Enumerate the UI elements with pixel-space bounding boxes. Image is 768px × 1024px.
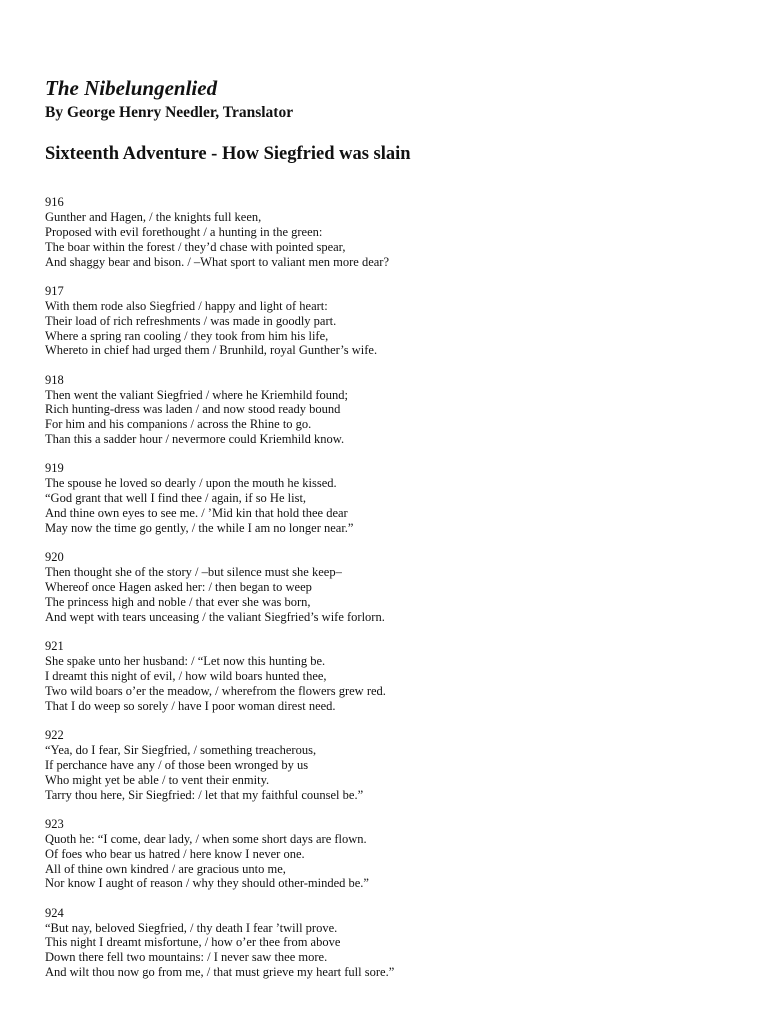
stanza-list bbox=[45, 195, 745, 994]
stanza-number: 919 bbox=[45, 461, 64, 476]
verse-line: Then went the valiant Siegfried / where he Kriemhild found; bbox=[45, 387, 349, 402]
verse-line: Where a spring ran cooling / they took from him his life, bbox=[45, 328, 329, 343]
stanza bbox=[45, 728, 745, 803]
verse-line: Tarry thou here, Sir Siegfried: / let that my faithful counsel be.” bbox=[45, 787, 364, 802]
verse-line: “Yea, do I fear, Sir Siegfried, / something treacherous, bbox=[45, 742, 317, 757]
stanza bbox=[45, 373, 745, 448]
verse-line: She spake unto her husband: / “Let now this hunting be. bbox=[45, 654, 326, 669]
verse-line: For him and his companions / across the Rhine to go. bbox=[45, 417, 312, 432]
verse-line: If perchance have any / of those been wronged by us bbox=[45, 757, 309, 772]
verse-line: Down there fell two mountains: / I never saw thee more. bbox=[45, 950, 328, 965]
stanza-number: 922 bbox=[45, 727, 64, 742]
verse-line: Whereof once Hagen asked her: / then began to weep bbox=[45, 580, 312, 595]
verse-line: Then thought she of the story / –but silence must she keep– bbox=[45, 565, 342, 580]
book-title: The Nibelungenlied bbox=[45, 76, 218, 100]
verse-line: Who might yet be able / to vent their enmity. bbox=[45, 772, 270, 787]
verse-line: With them rode also Siegfried / happy and light of heart: bbox=[45, 298, 328, 313]
verse-line: “God grant that well I find thee / again, if so He list, bbox=[45, 491, 307, 506]
stanza bbox=[45, 284, 745, 359]
verse-line: This night I dreamt misfortune, / how o’er thee from above bbox=[45, 935, 341, 950]
stanza-number: 920 bbox=[45, 550, 64, 565]
verse-line: Rich hunting-dress was laden / and now stood ready bound bbox=[45, 402, 341, 417]
stanza bbox=[45, 461, 745, 536]
verse-line: Than this a sadder hour / nevermore could Kriemhild know. bbox=[45, 432, 345, 447]
stanza-number: 916 bbox=[45, 195, 64, 209]
verse-line: And wilt thou now go from me, / that must grieve my heart full sore.” bbox=[45, 965, 395, 980]
verse-line: Gunther and Hagen, / the knights full keen, bbox=[45, 209, 262, 224]
stanza bbox=[45, 195, 745, 270]
verse-line: May now the time go gently, / the while I am no longer near.” bbox=[45, 521, 354, 536]
verse-line: And shaggy bear and bison. / –What sport to valiant men more dear? bbox=[45, 254, 390, 269]
stanza bbox=[45, 817, 745, 892]
verse-line: That I do weep so sorely / have I poor woman direst need. bbox=[45, 698, 336, 713]
verse-line: The boar within the forest / they’d chase with pointed spear, bbox=[45, 239, 346, 254]
verse-line: Nor know I aught of reason / why they should other-minded be.” bbox=[45, 876, 369, 891]
verse-line: “But nay, beloved Siegfried, / thy death I fear ’twill prove. bbox=[45, 920, 338, 935]
verse-line: And wept with tears unceasing / the valiant Siegfried’s wife forlorn. bbox=[45, 609, 385, 624]
verse-line: Whereto in chief had urged them / Brunhild, royal Gunther’s wife. bbox=[45, 343, 378, 358]
translator-byline: By George Henry Needler, Translator bbox=[45, 104, 294, 121]
verse-line: Two wild boars o’er the meadow, / wherefrom the flowers grew red. bbox=[45, 683, 386, 698]
stanza-number: 917 bbox=[45, 283, 64, 298]
stanza bbox=[45, 906, 745, 981]
stanza-number: 918 bbox=[45, 372, 64, 387]
verse-line: The princess high and noble / that ever she was born, bbox=[45, 595, 311, 610]
verse-line: Proposed with evil forethought / a hunting in the green: bbox=[45, 224, 323, 239]
verse-line: All of thine own kindred / are gracious unto me, bbox=[45, 861, 286, 876]
verse-line: The spouse he loved so dearly / upon the mouth he kissed. bbox=[45, 476, 337, 491]
stanza-number: 921 bbox=[45, 639, 64, 654]
stanza bbox=[45, 550, 745, 625]
verse-line: Their load of rich refreshments / was made in goodly part. bbox=[45, 313, 337, 328]
stanza-number: 924 bbox=[45, 905, 64, 920]
verse-line: Of foes who bear us hatred / here know I never one. bbox=[45, 846, 305, 861]
verse-line: And thine own eyes to see me. / ’Mid kin that hold thee dear bbox=[45, 506, 348, 521]
verse-line: I dreamt this night of evil, / how wild boars hunted thee, bbox=[45, 668, 327, 683]
stanza-number: 923 bbox=[45, 816, 64, 831]
chapter-title: Sixteenth Adventure - How Siegfried was slain bbox=[45, 144, 411, 164]
verse-line: Quoth he: “I come, dear lady, / when some short days are flown. bbox=[45, 831, 367, 846]
stanza bbox=[45, 639, 745, 714]
